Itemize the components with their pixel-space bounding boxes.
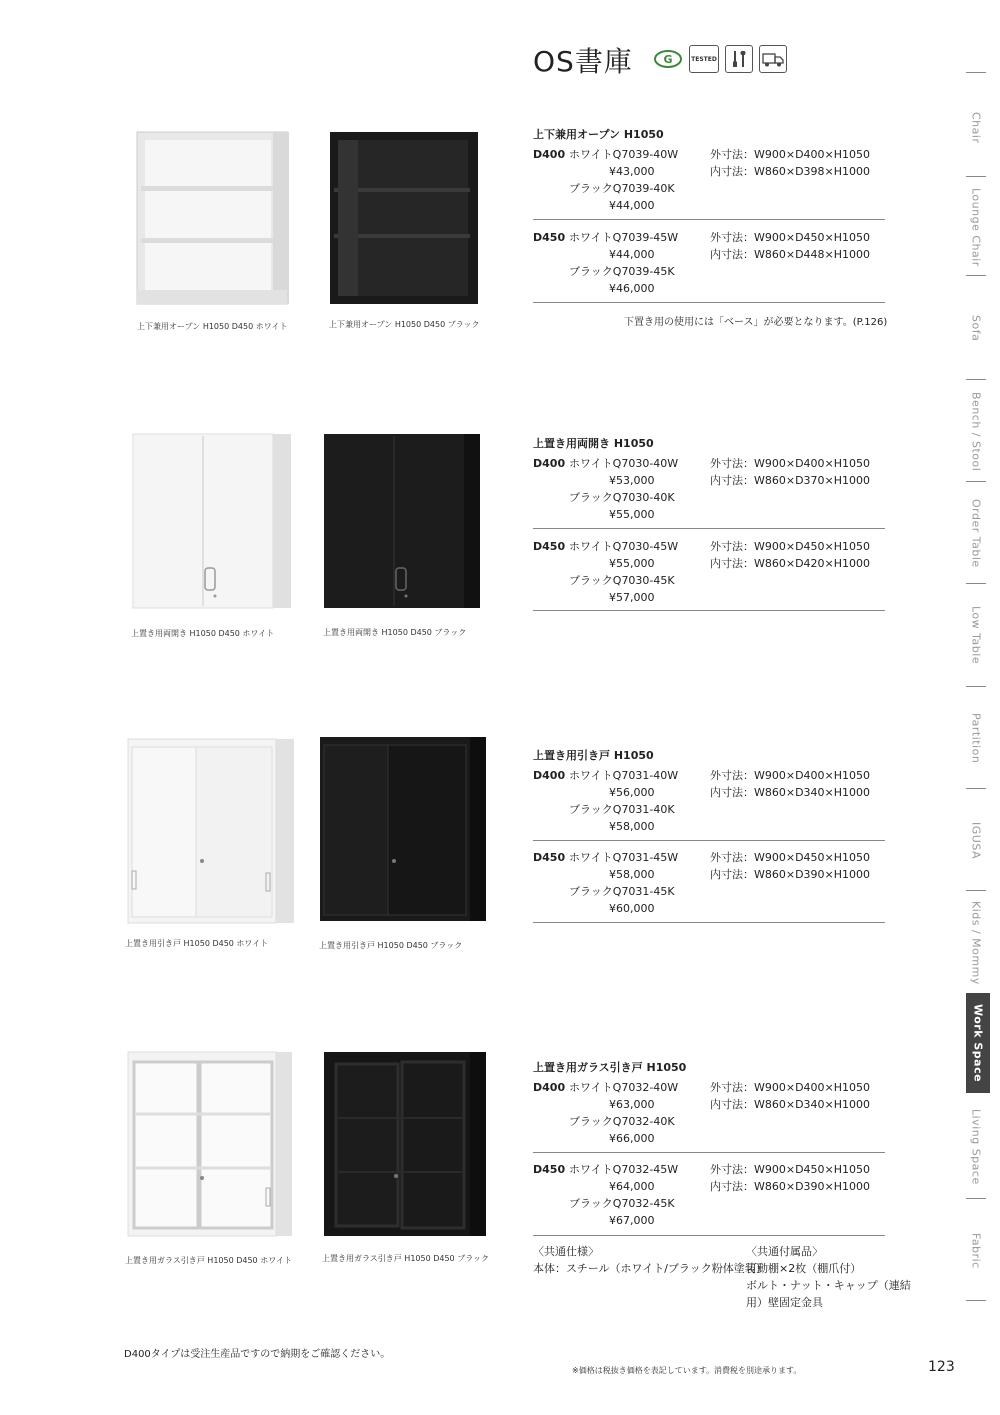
tab-label: Low Table (969, 606, 983, 665)
tab-label: IGUSA (969, 821, 983, 860)
spec-block-open-d450 (533, 229, 885, 297)
depth-label: D400 (533, 457, 566, 470)
white-price: ¥53,000 (609, 474, 655, 487)
black-price: ¥67,000 (609, 1214, 655, 1227)
product-image-sliding-white (126, 737, 296, 931)
inner-dim: 内寸法：W860×D420×H1000 (710, 557, 871, 570)
tab-label: Bench / Stool (969, 392, 983, 472)
spec-block-glass (533, 1059, 885, 1147)
green-purchase-icon (653, 48, 683, 70)
inner-dim: 内寸法：W860×D390×H1000 (710, 1180, 871, 1193)
depth-label: D400 (533, 148, 566, 161)
caption-open-white: 上下兼用オープン H1050 D450 ホワイト (137, 322, 288, 331)
inner-dim: 内寸法：W860×D340×H1000 (710, 786, 871, 799)
white-code: ホワイトQ7031-45W (569, 851, 679, 864)
tab-fabric[interactable] (962, 1202, 990, 1299)
common-spec-body: 本体：スチール（ホワイト/ブラック粉体塗装） (533, 1262, 767, 1275)
product-heading: 上置き用ガラス引き戸 H1050 (533, 1061, 687, 1074)
black-price: ¥60,000 (609, 902, 655, 915)
outer-dim: 外寸法：W900×D450×H1050 (710, 540, 871, 553)
spec-block-open (533, 126, 885, 214)
caption-glass-black: 上置き用ガラス引き戸 H1050 D450 ブラック (322, 1254, 490, 1263)
black-price: ¥55,000 (609, 508, 655, 521)
white-price: ¥44,000 (609, 248, 655, 261)
divider (533, 610, 885, 611)
product-image-open-white (135, 130, 295, 314)
caption-open-black: 上下兼用オープン H1050 D450 ブラック (329, 320, 480, 329)
spec-block-glass-d450 (533, 1161, 885, 1229)
outer-dim: 外寸法：W900×D450×H1050 (710, 851, 871, 864)
black-code: ブラックQ7039-40K (569, 182, 675, 195)
white-code: ホワイトQ7032-40W (569, 1081, 679, 1094)
white-code: ホワイトQ7032-45W (569, 1163, 679, 1176)
white-code: ホワイトQ7030-40W (569, 457, 679, 470)
tab-label: Living Space (969, 1109, 983, 1185)
tab-work-space[interactable] (966, 993, 990, 1093)
tab-label: Partition (969, 713, 983, 764)
divider (533, 922, 885, 923)
page-title: OS書庫 (533, 45, 633, 78)
spec-block-double-door (533, 435, 885, 523)
white-code: ホワイトQ7039-40W (569, 148, 679, 161)
tab-order-table[interactable] (962, 485, 990, 582)
product-heading: 上置き用引き戸 H1050 (533, 749, 654, 762)
tab-label: Lounge Chair (969, 188, 983, 267)
white-price: ¥56,000 (609, 786, 655, 799)
common-spec-title: 〈共通仕様〉 (533, 1245, 599, 1258)
black-code: ブラックQ7039-45K (569, 265, 675, 278)
product-image-double-door-black (322, 432, 484, 616)
product-heading: 上置き用両開き H1050 (533, 437, 654, 450)
black-price: ¥44,000 (609, 199, 655, 212)
tab-label: Work Space (971, 1003, 985, 1083)
tab-divider (966, 481, 986, 482)
depth-label: D400 (533, 1081, 566, 1094)
outer-dim: 外寸法：W900×D450×H1050 (710, 231, 871, 244)
depth-label: D450 (533, 540, 566, 553)
common-accessories-line3: 用）壁固定金具 (746, 1296, 823, 1309)
tab-divider (966, 1300, 986, 1301)
inner-dim: 内寸法：W860×D448×H1000 (710, 248, 871, 261)
white-price: ¥55,000 (609, 557, 655, 570)
black-code: ブラックQ7032-45K (569, 1197, 675, 1210)
common-spec (533, 1243, 767, 1277)
tab-chair[interactable] (962, 78, 990, 178)
tab-kids-mommy[interactable] (962, 894, 990, 991)
tab-divider (966, 890, 986, 891)
caption-glass-white: 上置き用ガラス引き戸 H1050 D450 ホワイト (125, 1256, 292, 1265)
depth-label: D450 (533, 1163, 566, 1176)
inner-dim: 内寸法：W860×D398×H1000 (710, 165, 871, 178)
common-accessories-title: 〈共通付属品〉 (746, 1245, 823, 1258)
base-note: 下置き用の使用には「ベース」が必要となります。(P.126) (624, 317, 888, 328)
tab-low-table[interactable] (962, 587, 990, 684)
divider (533, 1235, 885, 1236)
divider (533, 302, 885, 303)
product-image-open-black (328, 130, 488, 314)
black-code: ブラックQ7030-45K (569, 574, 675, 587)
tab-divider (966, 275, 986, 276)
svg-text:G: G (663, 53, 673, 66)
tab-divider (966, 1198, 986, 1199)
inner-dim: 内寸法：W860×D390×H1000 (710, 868, 871, 881)
tab-label: Order Table (969, 499, 983, 568)
white-price: ¥64,000 (609, 1180, 655, 1193)
divider (533, 840, 885, 841)
divider (533, 1152, 885, 1153)
tab-divider (966, 72, 986, 73)
outer-dim: 外寸法：W900×D400×H1050 (710, 769, 871, 782)
inner-dim: 内寸法：W860×D370×H1000 (710, 474, 871, 487)
black-code: ブラックQ7031-45K (569, 885, 675, 898)
tested-icon (689, 45, 719, 73)
black-code: ブラックQ7031-40K (569, 803, 675, 816)
white-code: ホワイトQ7039-45W (569, 231, 679, 244)
black-code: ブラックQ7030-40K (569, 491, 675, 504)
tab-divider (966, 379, 986, 380)
page-number: 123 (928, 1359, 955, 1375)
caption-sliding-white: 上置き用引き戸 H1050 D450 ホワイト (125, 939, 269, 948)
product-image-sliding-black (318, 735, 488, 929)
common-accessories (746, 1243, 911, 1311)
outer-dim: 外寸法：W900×D400×H1050 (710, 1081, 871, 1094)
black-price: ¥46,000 (609, 282, 655, 295)
caption-double-door-white: 上置き用両開き H1050 D450 ホワイト (131, 629, 275, 638)
tab-sofa[interactable] (962, 278, 990, 378)
divider (533, 528, 885, 529)
black-price: ¥66,000 (609, 1132, 655, 1145)
caption-sliding-black: 上置き用引き戸 H1050 D450 ブラック (319, 941, 463, 950)
white-code: ホワイトQ7031-40W (569, 769, 679, 782)
tab-living-space[interactable] (962, 1097, 990, 1197)
tab-lounge-chair[interactable] (962, 180, 990, 275)
tab-divider (966, 686, 986, 687)
tab-divider (966, 788, 986, 789)
tab-label: Sofa (969, 314, 983, 342)
delivery-truck-icon (759, 45, 787, 73)
depth-label: D400 (533, 769, 566, 782)
tools-icon (725, 45, 753, 73)
outer-dim: 外寸法：W900×D400×H1050 (710, 457, 871, 470)
divider (533, 219, 885, 220)
tab-partition[interactable] (962, 690, 990, 787)
white-price: ¥58,000 (609, 868, 655, 881)
spec-block-sliding (533, 747, 885, 835)
common-accessories-line1: 可動棚×2枚（棚爪付） (746, 1262, 862, 1275)
tab-label: Chair (969, 112, 983, 144)
depth-label: D450 (533, 851, 566, 864)
common-accessories-line2: ボルト・ナット・キャップ（連結 (746, 1279, 911, 1292)
cert-icons (653, 45, 787, 73)
depth-label: D450 (533, 231, 566, 244)
tab-divider (966, 176, 986, 177)
tab-label: Kids / Mommy (969, 900, 983, 985)
tab-bench-stool[interactable] (962, 382, 990, 482)
caption-double-door-black: 上置き用両開き H1050 D450 ブラック (323, 628, 467, 637)
black-price: ¥58,000 (609, 820, 655, 833)
product-image-glass-white (126, 1050, 296, 1244)
product-image-glass-black (322, 1050, 488, 1244)
white-price: ¥43,000 (609, 165, 655, 178)
tab-label: Fabric (969, 1232, 983, 1269)
spec-block-double-door-d450 (533, 538, 885, 606)
tab-divider (966, 583, 986, 584)
tax-footnote: ※価格は税抜き価格を表記しています。消費税を別途承ります。 (572, 1366, 802, 1375)
white-price: ¥63,000 (609, 1098, 655, 1111)
tab-igusa[interactable] (962, 792, 990, 889)
black-code: ブラックQ7032-40K (569, 1115, 675, 1128)
white-code: ホワイトQ7030-45W (569, 540, 679, 553)
product-image-double-door-white (131, 432, 293, 616)
product-heading: 上下兼用オープン H1050 (533, 128, 664, 141)
outer-dim: 外寸法：W900×D450×H1050 (710, 1163, 871, 1176)
inner-dim: 内寸法：W860×D340×H1000 (710, 1098, 871, 1111)
tested-label: TESTED (691, 55, 717, 63)
spec-block-sliding-d450 (533, 849, 885, 917)
outer-dim: 外寸法：W900×D400×H1050 (710, 148, 871, 161)
black-price: ¥57,000 (609, 591, 655, 604)
bottom-note: D400タイプは受注生産品ですので納期をご確認ください。 (124, 1349, 391, 1360)
